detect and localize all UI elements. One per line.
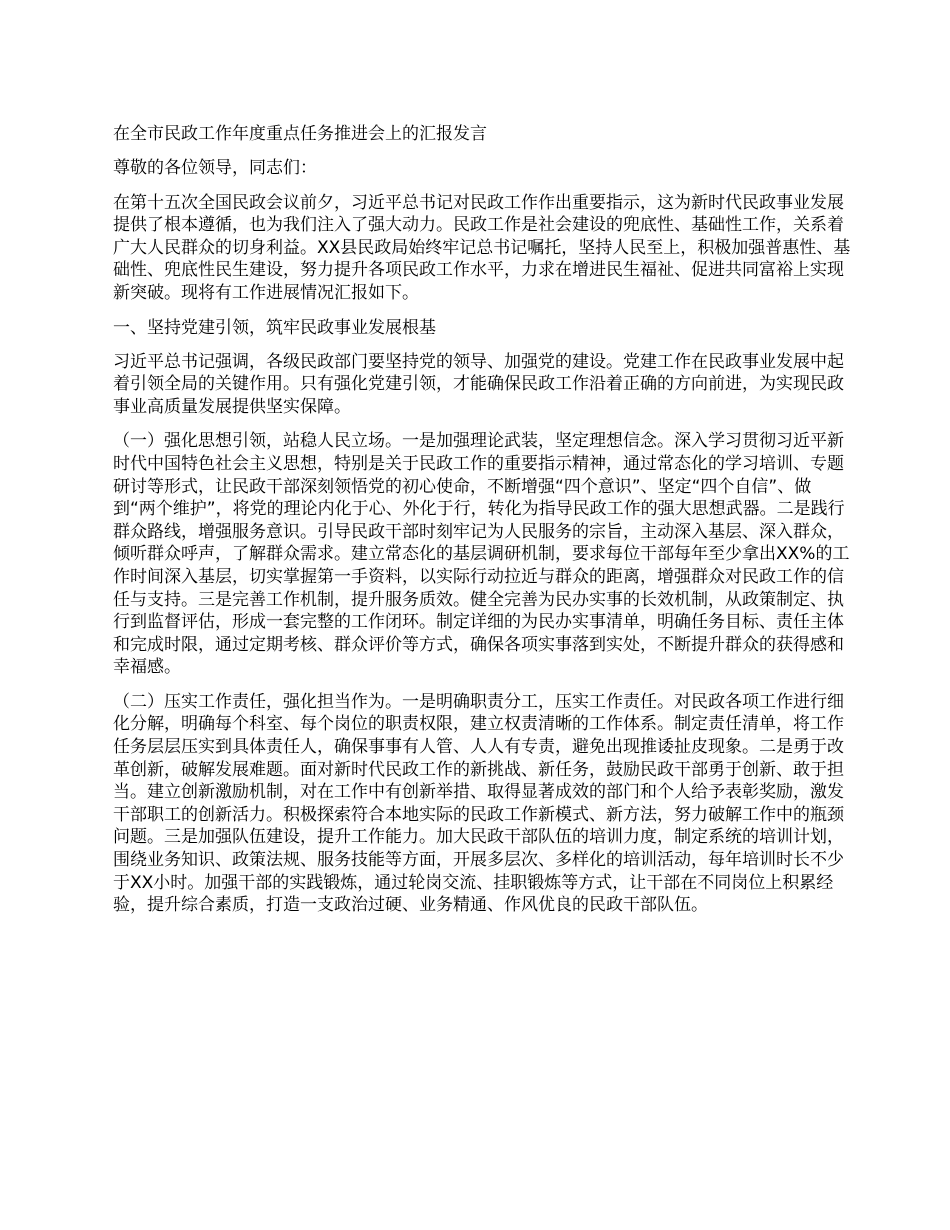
intro-paragraph: 在第十五次全国民政会议前夕，习近平总书记对民政工作作出重要指示，这为新时代民政事业发展提供了根本遵循，也为我们注入了强大动力。民政工作是社会建设的兜底性、基础性工作，关系着广大人民群众的切身利益。XX县民政局始终牢记总书记嘱托，坚持人民至上，积极加强普惠性、基础性、兜底性民生建设，努力提升各项民政工作水平，力求在增进民生福祉、促进共同富裕上实现新突破。现将有工作进展情况汇报如下。 — [113, 192, 851, 303]
subsection-1-paragraph: （一）强化思想引领，站稳人民立场。一是加强理论武装，坚定理想信念。深入学习贯彻习近平新时代中国特色社会主义思想，特别是关于民政工作的重要指示精神，通过常态化的学习培训、专题研讨等形式，让民政干部深刻领悟党的初心使命，不断增强“四个意识”、坚定“四个自信”、做到“两个维护”，将党的理论内化于心、外化于行，转化为指导民政工作的强大思想武器。二是践行群众路线，增强服务意识。引导民政干部时刻牢记为人民服务的宗旨，主动深入基层、深入群众，倾听群众呼声，了解群众需求。建立常态化的基层调研机制，要求每位干部每年至少拿出XX%的工作时间深入基层，切实掌握第一手资料，以实际行动拉近与群众的距离，增强群众对民政工作的信任与支持。三是完善工作机制，提升服务质效。健全完善为民办实事的长效机制，从政策制定、执行到监督评估，形成一套完整的工作闭环。制定详细的为民办实事清单，明确任务目标、责任主体和完成时限，通过定期考核、群众评价等方式，确保各项实事落到实处，不断提升群众的获得感和幸福感。 — [113, 431, 850, 678]
section-1-heading: 一、坚持党建引领，筑牢民政事业发展根基 — [113, 317, 436, 338]
section-1-intro-paragraph: 习近平总书记强调，各级民政部门要坚持党的领导、加强党的建设。党建工作在民政事业发展中起着引领全局的关键作用。只有强化党建引领，才能确保民政工作沿着正确的方向前进，为实现民政事业高质量发展提供坚实保障。 — [113, 351, 844, 417]
greeting: 尊敬的各位领导，同志们： — [113, 158, 317, 178]
document-page — [113, 123, 853, 929]
subsection-2-paragraph: （二）压实工作责任，强化担当作为。一是明确职责分工，压实工作责任。对民政各项工作进行细化分解，明确每个科室、每个岗位的职责权限，建立权责清晰的工作体系。制定责任清单，将工作任务层层压实到具体责任人，确保事事有人管、人人有专责，避免出现推诿扯皮现象。二是勇于改革创新，破解发展难题。面对新时代民政工作的新挑战、新任务，鼓励民政干部勇于创新、敢于担当。建立创新激励机制，对在工作中有创新举措、取得显著成效的部门和个人给予表彰奖励，激发干部职工的创新活力。积极探索符合本地实际的民政工作新模式、新方法，努力破解工作中的瓶颈问题。三是加强队伍建设，提升工作能力。加大民政干部队伍的培训力度，制定系统的培训计划，围绕业务知识、政策法规、服务技能等方面，开展多层次、多样化的培训活动，每年培训时长不少于XX小时。加强干部的实践锻炼，通过轮岗交流、挂职锻炼等方式，让干部在不同岗位上积累经验，提升综合素质，打造一支政治过硬、业务精通、作风优良的民政干部队伍。 — [113, 691, 844, 916]
document-title: 在全市民政工作年度重点任务推进会上的汇报发言 — [113, 124, 487, 144]
